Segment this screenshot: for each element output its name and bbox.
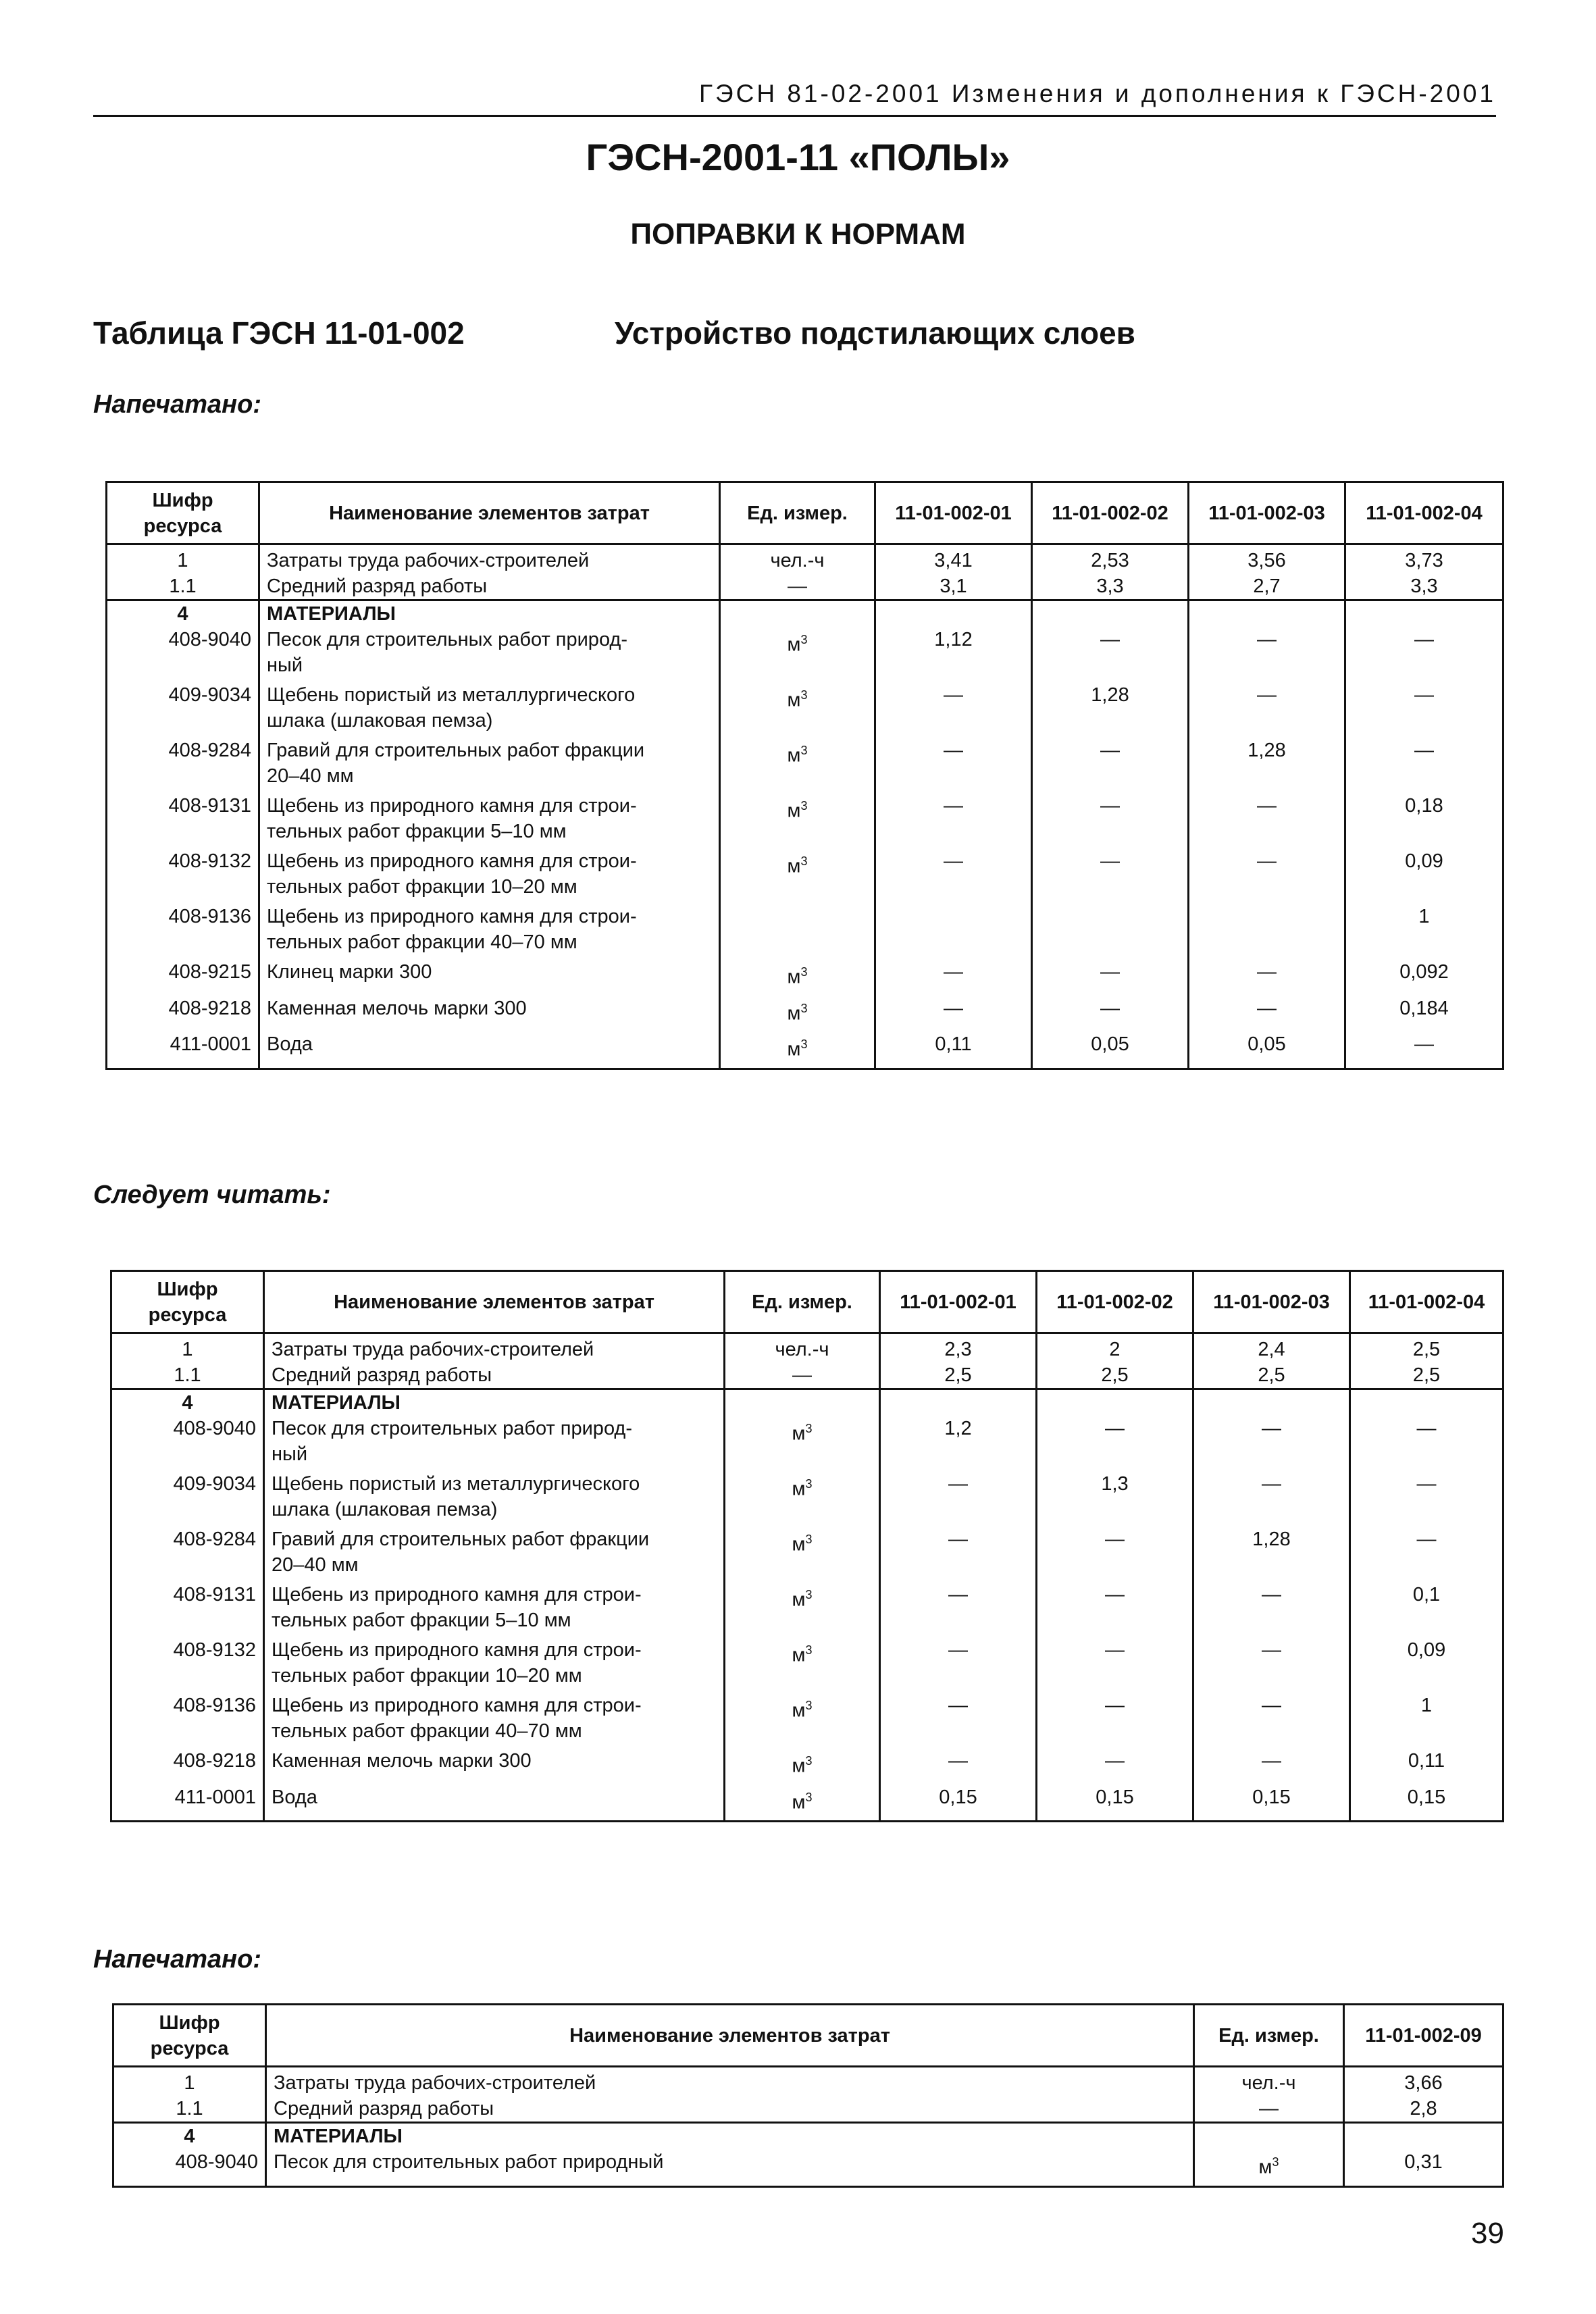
value-cell: —: [1193, 1748, 1350, 1784]
value-cell: —: [880, 1637, 1037, 1693]
cost-element-name: Щебень пористый из металлургического шлака (шлаковая пемза): [264, 1471, 725, 1526]
table-row: [107, 904, 1503, 959]
printed-label: Напечатано:: [93, 390, 262, 419]
resource-code: 1: [113, 2067, 266, 2097]
value-cell: [880, 1389, 1037, 1416]
header-col-3: 11-01-002-03: [1193, 1271, 1350, 1333]
value-cell: —: [1189, 959, 1345, 996]
unit-cell: [720, 904, 875, 959]
table-row: [107, 682, 1503, 738]
value-cell: —: [1345, 738, 1503, 793]
value-cell: [875, 600, 1032, 627]
unit-cell: —: [1194, 2096, 1344, 2123]
unit-cell: [725, 1389, 880, 1416]
header-unit: Ед. измер.: [1194, 2005, 1344, 2067]
value-cell: —: [1189, 627, 1345, 682]
value-cell: —: [1193, 1637, 1350, 1693]
cost-element-name: Щебень из природного камня для строи- тельных работ фракции 10–20 мм: [264, 1637, 725, 1693]
value-cell: 0,184: [1345, 996, 1503, 1032]
header-col-1: 11-01-002-01: [880, 1271, 1037, 1333]
value-cell: 3,3: [1345, 573, 1503, 600]
unit-cell: $м^3$: [1194, 2149, 1344, 2186]
value-cell: 2,5: [1350, 1333, 1503, 1363]
value-cell: —: [1037, 1637, 1193, 1693]
cost-element-name: МАТЕРИАЛЫ: [264, 1389, 725, 1416]
value-cell: 0,05: [1189, 1031, 1345, 1069]
corrected-table: [110, 1270, 1504, 1822]
header-unit: Ед. измер.: [725, 1271, 880, 1333]
table-row: [113, 2149, 1503, 2186]
table-row: [107, 544, 1503, 574]
cost-element-name: Каменная мелочь марки 300: [259, 996, 720, 1032]
value-cell: —: [1193, 1582, 1350, 1637]
value-cell: 3,1: [875, 573, 1032, 600]
cost-element-name: Гравий для строительных работ фракции 20–40 мм: [264, 1526, 725, 1582]
value-cell: 1,2: [880, 1416, 1037, 1471]
header-name: Наименование элементов затрат: [264, 1271, 725, 1333]
resource-code: 4: [111, 1389, 264, 1416]
table-row: [107, 996, 1503, 1032]
printed-label-2: Напечатано:: [93, 1945, 262, 1974]
table-row: [107, 600, 1503, 627]
header-code: Шифр ресурса: [107, 482, 259, 544]
table-row: [107, 959, 1503, 996]
value-cell: 2,4: [1193, 1333, 1350, 1363]
value-cell: 1: [1350, 1693, 1503, 1748]
value-cell: —: [1193, 1416, 1350, 1471]
table-row: [107, 738, 1503, 793]
header-code: Шифр ресурса: [111, 1271, 264, 1333]
value-cell: —: [880, 1471, 1037, 1526]
header-rule: [93, 115, 1496, 117]
unit-cell: $м^3$: [725, 1693, 880, 1748]
cost-element-name: МАТЕРИАЛЫ: [266, 2123, 1194, 2150]
resource-code: 4: [113, 2123, 266, 2150]
resource-code: 1.1: [107, 573, 259, 600]
resource-code: 408-9218: [111, 1748, 264, 1784]
value-cell: 1,28: [1189, 738, 1345, 793]
value-cell: —: [1032, 738, 1189, 793]
should-read-label: Следует читать:: [93, 1181, 331, 1209]
table-row: [111, 1333, 1503, 1363]
resource-code: 408-9136: [107, 904, 259, 959]
value-cell: —: [1189, 682, 1345, 738]
value-cell: 3,41: [875, 544, 1032, 574]
value-cell: —: [1032, 959, 1189, 996]
unit-cell: $м^3$: [720, 682, 875, 738]
header-col-3: 11-01-002-03: [1189, 482, 1345, 544]
printed-table: [105, 481, 1504, 1070]
resource-code: 408-9040: [111, 1416, 264, 1471]
unit-cell: $м^3$: [725, 1637, 880, 1693]
cost-element-name: Щебень из природного камня для строи- тельных работ фракции 5–10 мм: [264, 1582, 725, 1637]
value-cell: 1,12: [875, 627, 1032, 682]
unit-cell: $м^3$: [720, 848, 875, 904]
value-cell: 0,18: [1345, 793, 1503, 848]
resource-code: 1.1: [113, 2096, 266, 2123]
cost-element-name: Затраты труда рабочих-строителей: [259, 544, 720, 574]
value-cell: —: [1032, 793, 1189, 848]
value-cell: —: [1350, 1471, 1503, 1526]
value-cell: 1,28: [1032, 682, 1189, 738]
value-cell: [1037, 1389, 1193, 1416]
page-number: 39: [1471, 2217, 1504, 2250]
header-name: Наименование элементов затрат: [266, 2005, 1194, 2067]
table-row: [107, 793, 1503, 848]
value-cell: 2,5: [1193, 1362, 1350, 1389]
value-cell: 0,11: [875, 1031, 1032, 1069]
table-row: [107, 573, 1503, 600]
value-cell: —: [1350, 1526, 1503, 1582]
value-cell: —: [875, 738, 1032, 793]
value-cell: —: [1037, 1748, 1193, 1784]
table-row: [113, 2123, 1503, 2150]
value-cell: 0,15: [1037, 1784, 1193, 1822]
resource-code: 4: [107, 600, 259, 627]
resource-code: 408-9215: [107, 959, 259, 996]
header-code: Шифр ресурса: [113, 2005, 266, 2067]
value-cell: —: [1032, 627, 1189, 682]
value-cell: 0,31: [1344, 2149, 1503, 2186]
value-cell: —: [1037, 1693, 1193, 1748]
value-cell: 1,3: [1037, 1471, 1193, 1526]
table-row: [111, 1416, 1503, 1471]
value-cell: [1189, 904, 1345, 959]
value-cell: [875, 904, 1032, 959]
header-col-4: 11-01-002-04: [1350, 1271, 1503, 1333]
value-cell: [1189, 600, 1345, 627]
value-cell: —: [880, 1748, 1037, 1784]
table-row: [111, 1362, 1503, 1389]
cost-element-name: Щебень пористый из металлургического шлака (шлаковая пемза): [259, 682, 720, 738]
unit-cell: $м^3$: [720, 996, 875, 1032]
value-cell: 2,5: [1037, 1362, 1193, 1389]
table-row: [113, 2067, 1503, 2097]
value-cell: [1193, 1389, 1350, 1416]
value-cell: 2,3: [880, 1333, 1037, 1363]
table-row: [111, 1471, 1503, 1526]
resource-code: 1: [111, 1333, 264, 1363]
value-cell: —: [1350, 1416, 1503, 1471]
resource-code: 408-9136: [111, 1693, 264, 1748]
unit-cell: —: [725, 1362, 880, 1389]
cost-element-name: Затраты труда рабочих-строителей: [266, 2067, 1194, 2097]
unit-cell: [1194, 2123, 1344, 2150]
value-cell: —: [875, 848, 1032, 904]
value-cell: 3,66: [1344, 2067, 1503, 2097]
value-cell: —: [880, 1582, 1037, 1637]
header-col-2: 11-01-002-02: [1037, 1271, 1193, 1333]
value-cell: —: [1193, 1471, 1350, 1526]
cost-element-name: Щебень из природного камня для строи- тельных работ фракции 40–70 мм: [264, 1693, 725, 1748]
table-row: [111, 1784, 1503, 1822]
value-cell: [1345, 600, 1503, 627]
unit-cell: чел.-ч: [1194, 2067, 1344, 2097]
resource-code: 409-9034: [111, 1471, 264, 1526]
header-name: Наименование элементов затрат: [259, 482, 720, 544]
value-cell: —: [1189, 793, 1345, 848]
cost-element-name: Щебень из природного камня для строи- тельных работ фракции 10–20 мм: [259, 848, 720, 904]
table-row: [111, 1389, 1503, 1416]
table-row: [107, 1031, 1503, 1069]
cost-element-name: Щебень из природного камня для строи- тельных работ фракции 5–10 мм: [259, 793, 720, 848]
cost-element-name: Песок для строительных работ природ- ный: [264, 1416, 725, 1471]
resource-code: 408-9132: [111, 1637, 264, 1693]
table-row: [111, 1582, 1503, 1637]
cost-element-name: Вода: [259, 1031, 720, 1069]
value-cell: [1032, 904, 1189, 959]
value-cell: 0,15: [1193, 1784, 1350, 1822]
resource-code: 408-9040: [113, 2149, 266, 2186]
cost-element-name: Средний разряд работы: [266, 2096, 1194, 2123]
unit-cell: $м^3$: [725, 1748, 880, 1784]
value-cell: 2,7: [1189, 573, 1345, 600]
table-label: Таблица ГЭСН 11-01-002: [93, 315, 465, 351]
value-cell: 2: [1037, 1333, 1193, 1363]
value-cell: 0,09: [1345, 848, 1503, 904]
value-cell: —: [1189, 848, 1345, 904]
value-cell: —: [1189, 996, 1345, 1032]
value-cell: 2,5: [1350, 1362, 1503, 1389]
header-col-4: 11-01-002-04: [1345, 482, 1503, 544]
value-cell: 2,5: [880, 1362, 1037, 1389]
table-row: [113, 2096, 1503, 2123]
cost-element-name: Каменная мелочь марки 300: [264, 1748, 725, 1784]
value-cell: —: [1345, 627, 1503, 682]
cost-element-name: Песок для строительных работ природный: [266, 2149, 1194, 2186]
value-cell: —: [1037, 1582, 1193, 1637]
resource-code: 409-9034: [107, 682, 259, 738]
unit-cell: $м^3$: [720, 959, 875, 996]
cost-element-name: Щебень из природного камня для строи- тельных работ фракции 40–70 мм: [259, 904, 720, 959]
value-cell: 3,73: [1345, 544, 1503, 574]
header-unit: Ед. измер.: [720, 482, 875, 544]
value-cell: 0,09: [1350, 1637, 1503, 1693]
resource-code: 411-0001: [111, 1784, 264, 1822]
cost-element-name: Средний разряд работы: [259, 573, 720, 600]
value-cell: 0,15: [880, 1784, 1037, 1822]
unit-cell: $м^3$: [720, 738, 875, 793]
value-cell: 0,05: [1032, 1031, 1189, 1069]
value-cell: 0,1: [1350, 1582, 1503, 1637]
value-cell: —: [875, 959, 1032, 996]
value-cell: 0,11: [1350, 1748, 1503, 1784]
unit-cell: $м^3$: [725, 1471, 880, 1526]
printed-table-09: [112, 2003, 1504, 2188]
table-row: [111, 1526, 1503, 1582]
value-cell: 0,15: [1350, 1784, 1503, 1822]
resource-code: 411-0001: [107, 1031, 259, 1069]
header-col-2: 11-01-002-02: [1032, 482, 1189, 544]
resource-code: 1: [107, 544, 259, 574]
cost-element-name: Клинец марки 300: [259, 959, 720, 996]
value-cell: 3,56: [1189, 544, 1345, 574]
value-cell: 2,53: [1032, 544, 1189, 574]
unit-cell: чел.-ч: [720, 544, 875, 574]
table-row: [111, 1693, 1503, 1748]
table-row: [107, 627, 1503, 682]
resource-code: 408-9131: [107, 793, 259, 848]
unit-cell: [720, 600, 875, 627]
cost-element-name: МАТЕРИАЛЫ: [259, 600, 720, 627]
cost-element-name: Гравий для строительных работ фракции 20–40 мм: [259, 738, 720, 793]
resource-code: 408-9132: [107, 848, 259, 904]
resource-code: 408-9218: [107, 996, 259, 1032]
value-cell: 1: [1345, 904, 1503, 959]
value-cell: —: [1345, 1031, 1503, 1069]
unit-cell: $м^3$: [725, 1582, 880, 1637]
value-cell: —: [880, 1693, 1037, 1748]
resource-code: 408-9040: [107, 627, 259, 682]
unit-cell: —: [720, 573, 875, 600]
cost-element-name: Песок для строительных работ природ- ный: [259, 627, 720, 682]
value-cell: 1,28: [1193, 1526, 1350, 1582]
resource-code: 408-9284: [111, 1526, 264, 1582]
unit-cell: $м^3$: [725, 1416, 880, 1471]
value-cell: —: [1037, 1526, 1193, 1582]
unit-cell: $м^3$: [720, 1031, 875, 1069]
value-cell: —: [1193, 1693, 1350, 1748]
table-name: Устройство подстилающих слоев: [615, 315, 1135, 351]
value-cell: 2,8: [1344, 2096, 1503, 2123]
cost-element-name: Затраты труда рабочих-строителей: [264, 1333, 725, 1363]
value-cell: —: [875, 996, 1032, 1032]
value-cell: 3,3: [1032, 573, 1189, 600]
page-title: ГЭСН-2001-11 «ПОЛЫ»: [586, 136, 1010, 178]
running-header: ГЭСН 81-02-2001 Изменения и дополнения к ГЭСН-2001: [699, 80, 1496, 107]
header-col-1: 11-01-002-01: [875, 482, 1032, 544]
value-cell: —: [1032, 996, 1189, 1032]
value-cell: —: [1345, 682, 1503, 738]
table-row: [111, 1637, 1503, 1693]
value-cell: —: [875, 682, 1032, 738]
resource-code: 1.1: [111, 1362, 264, 1389]
unit-cell: $м^3$: [720, 793, 875, 848]
resource-code: 408-9284: [107, 738, 259, 793]
unit-cell: $м^3$: [725, 1784, 880, 1822]
value-cell: [1350, 1389, 1503, 1416]
value-cell: —: [1032, 848, 1189, 904]
table-row: [107, 848, 1503, 904]
unit-cell: $м^3$: [725, 1526, 880, 1582]
header-col-1: 11-01-002-09: [1344, 2005, 1503, 2067]
unit-cell: чел.-ч: [725, 1333, 880, 1363]
resource-code: 408-9131: [111, 1582, 264, 1637]
value-cell: —: [875, 793, 1032, 848]
cost-element-name: Вода: [264, 1784, 725, 1822]
value-cell: [1032, 600, 1189, 627]
unit-cell: $м^3$: [720, 627, 875, 682]
value-cell: 0,092: [1345, 959, 1503, 996]
table-row: [111, 1748, 1503, 1784]
value-cell: —: [1037, 1416, 1193, 1471]
value-cell: —: [880, 1526, 1037, 1582]
value-cell: [1344, 2123, 1503, 2150]
page-subtitle: ПОПРАВКИ К НОРМАМ: [630, 217, 966, 251]
cost-element-name: Средний разряд работы: [264, 1362, 725, 1389]
